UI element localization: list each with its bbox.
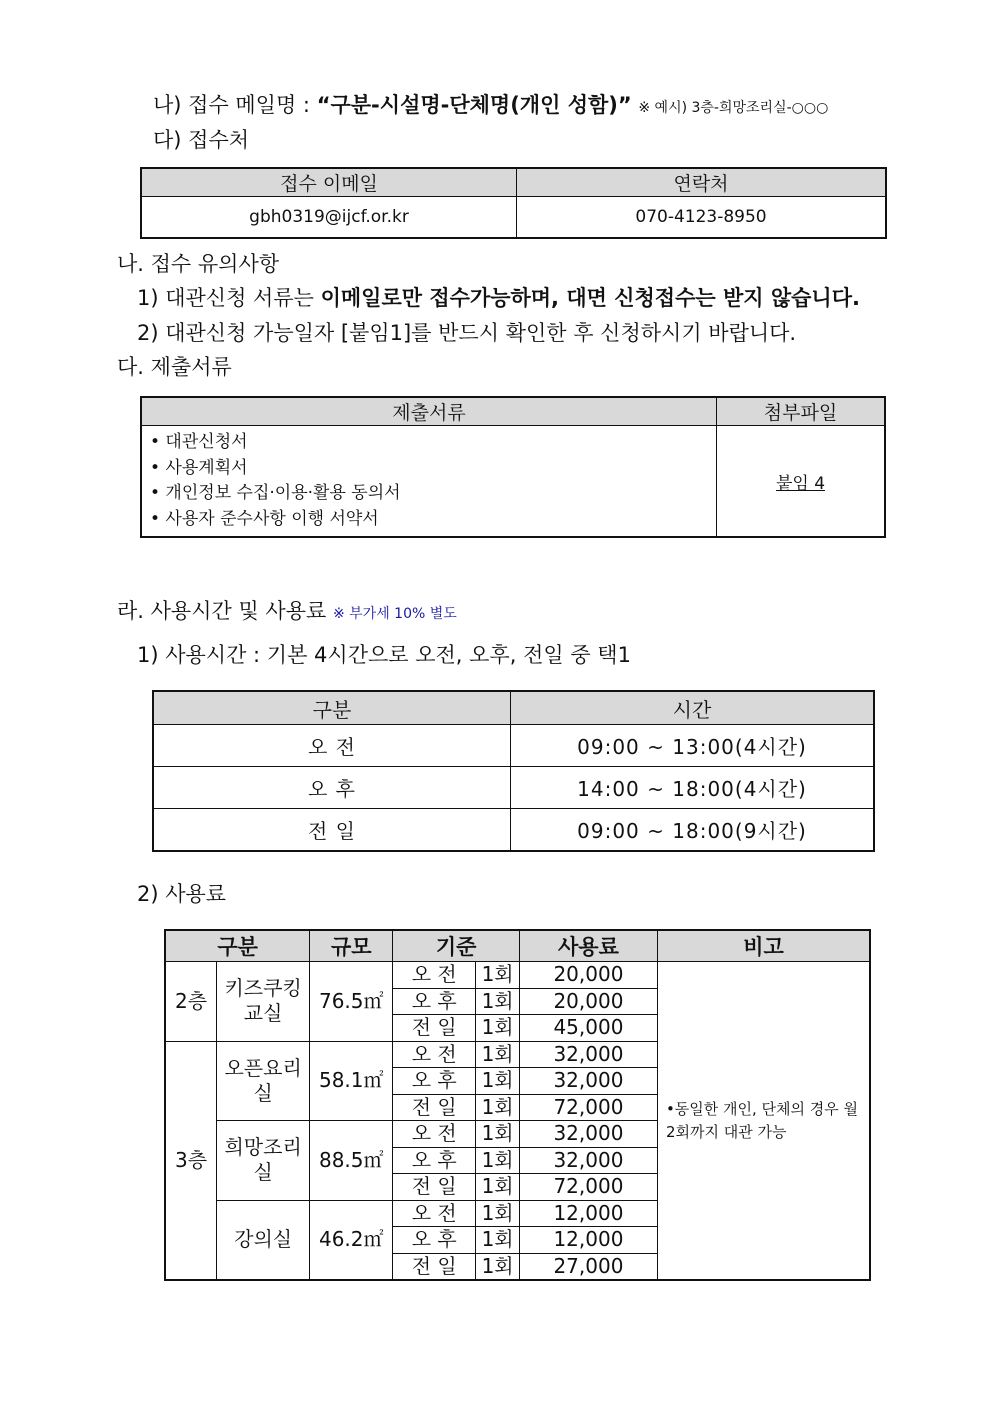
- fee-header-basis: 기준: [393, 930, 520, 962]
- room-size: 46.2㎡: [310, 1200, 393, 1280]
- time-title: 1) 사용시간 : 기본 4시간으로 오전, 오후, 전일 중 택1: [137, 643, 631, 667]
- fee-amount: 20,000: [519, 988, 657, 1015]
- basis-count: 1회: [476, 1068, 520, 1095]
- time-header-time: 시간: [511, 691, 875, 725]
- time-header-category: 구분: [153, 691, 511, 725]
- basis-period: 오 후: [393, 1147, 476, 1174]
- room-name: 강의실: [217, 1200, 310, 1280]
- room-size: 76.5㎡: [310, 962, 393, 1042]
- basis-count: 1회: [476, 1041, 520, 1068]
- document-item: • 대관신청서: [150, 432, 248, 452]
- mail-name-label: 나) 접수 메일명 :: [153, 93, 317, 117]
- basis-period: 전 일: [393, 1094, 476, 1121]
- time-range: 09:00 ~ 13:00(4시간): [511, 725, 875, 767]
- room-size: 88.5㎡: [310, 1121, 393, 1201]
- mail-name-example: ※ 예시) 3층-희망조리실-○○○: [638, 100, 829, 116]
- fee-amount: 20,000: [519, 962, 657, 989]
- documents-table: [140, 396, 886, 538]
- fee-header-category: 구분: [165, 930, 310, 962]
- basis-count: 1회: [476, 1147, 520, 1174]
- basis-count: 1회: [476, 1200, 520, 1227]
- reception-place-label: 다) 접수처: [153, 128, 250, 152]
- basis-count: 1회: [476, 1015, 520, 1042]
- documents-title: 다. 제출서류: [117, 355, 232, 379]
- room-name: 키즈쿠킹교실: [217, 962, 310, 1042]
- basis-count: 1회: [476, 962, 520, 989]
- fee-header-fee: 사용료: [519, 930, 657, 962]
- fee-amount: 12,000: [519, 1200, 657, 1227]
- room-name: 희망조리실: [217, 1121, 310, 1201]
- table-row: [165, 962, 870, 989]
- time-table: [152, 690, 875, 852]
- time-range: 09:00 ~ 18:00(9시간): [511, 809, 875, 852]
- documents-header: 제출서류: [141, 397, 717, 426]
- time-label: 오 후: [153, 767, 511, 809]
- mail-name-line: [153, 90, 828, 123]
- time-label: 전 일: [153, 809, 511, 852]
- fee-amount: 32,000: [519, 1147, 657, 1174]
- room-name: 오픈요리실: [217, 1041, 310, 1121]
- notes-item-1-prefix: 1) 대관신청 서류는: [137, 286, 321, 310]
- basis-period: 오 후: [393, 988, 476, 1015]
- reception-phone: 070-4123-8950: [517, 197, 887, 239]
- basis-period: 오 전: [393, 1200, 476, 1227]
- reception-table: [140, 167, 887, 239]
- time-range: 14:00 ~ 18:00(4시간): [511, 767, 875, 809]
- basis-count: 1회: [476, 988, 520, 1015]
- basis-period: 전 일: [393, 1253, 476, 1280]
- notes-item-2: 2) 대관신청 가능일자 [붙임1]를 반드시 확인한 후 신청하시기 바랍니다.: [137, 321, 797, 345]
- floor-2-label: 2층: [165, 962, 217, 1042]
- basis-count: 1회: [476, 1121, 520, 1148]
- table-row: [153, 767, 874, 809]
- documents-list: [141, 426, 717, 538]
- table-row: [153, 725, 874, 767]
- attachment-header: 첨부파일: [717, 397, 886, 426]
- fee-title: 2) 사용료: [137, 882, 227, 906]
- usage-title-line: [117, 596, 457, 629]
- email-header: 접수 이메일: [141, 168, 517, 197]
- document-item: • 사용자 준수사항 이행 서약서: [150, 508, 379, 529]
- phone-header: 연락처: [517, 168, 887, 197]
- basis-period: 오 전: [393, 1041, 476, 1068]
- time-label: 오 전: [153, 725, 511, 767]
- notes-title: 나. 접수 유의사항: [117, 252, 280, 276]
- basis-count: 1회: [476, 1253, 520, 1280]
- floor-3-label: 3층: [165, 1041, 217, 1280]
- fee-amount: 32,000: [519, 1068, 657, 1095]
- fee-header-remark: 비고: [657, 930, 870, 962]
- basis-period: 오 전: [393, 962, 476, 989]
- reception-email[interactable]: gbh0319@ijcf.or.kr: [141, 197, 517, 239]
- vat-note: ※ 부가세 10% 별도: [332, 606, 457, 622]
- table-row: [153, 809, 874, 852]
- basis-count: 1회: [476, 1174, 520, 1201]
- basis-period: 오 전: [393, 1121, 476, 1148]
- fee-amount: 32,000: [519, 1121, 657, 1148]
- basis-period: 전 일: [393, 1174, 476, 1201]
- document-item: • 사용계획서: [150, 457, 248, 478]
- fee-amount: 27,000: [519, 1253, 657, 1280]
- mail-name-format: “구분-시설명-단체명(개인 성함)”: [316, 93, 632, 117]
- basis-period: 전 일: [393, 1015, 476, 1042]
- room-size: 58.1㎡: [310, 1041, 393, 1121]
- usage-title: 라. 사용시간 및 사용료: [117, 599, 327, 623]
- fee-amount: 45,000: [519, 1015, 657, 1042]
- attachment-link[interactable]: 붙임 4: [717, 426, 886, 538]
- basis-period: 오 후: [393, 1227, 476, 1254]
- fee-amount: 72,000: [519, 1174, 657, 1201]
- fee-header-size: 규모: [310, 930, 393, 962]
- fee-amount: 32,000: [519, 1041, 657, 1068]
- fee-table: [164, 929, 871, 1281]
- document-item: • 개인정보 수집·이용·활용 동의서: [150, 483, 401, 503]
- notes-item-1-bold: 이메일로만 접수가능하며, 대면 신청접수는 받지 않습니다.: [320, 286, 860, 310]
- notes-item-1: [137, 283, 860, 313]
- basis-period: 오 후: [393, 1068, 476, 1095]
- basis-count: 1회: [476, 1227, 520, 1254]
- fee-remark: •동일한 개인, 단체의 경우 월 2회까지 대관 가능: [657, 962, 870, 1281]
- fee-amount: 72,000: [519, 1094, 657, 1121]
- fee-amount: 12,000: [519, 1227, 657, 1254]
- basis-count: 1회: [476, 1094, 520, 1121]
